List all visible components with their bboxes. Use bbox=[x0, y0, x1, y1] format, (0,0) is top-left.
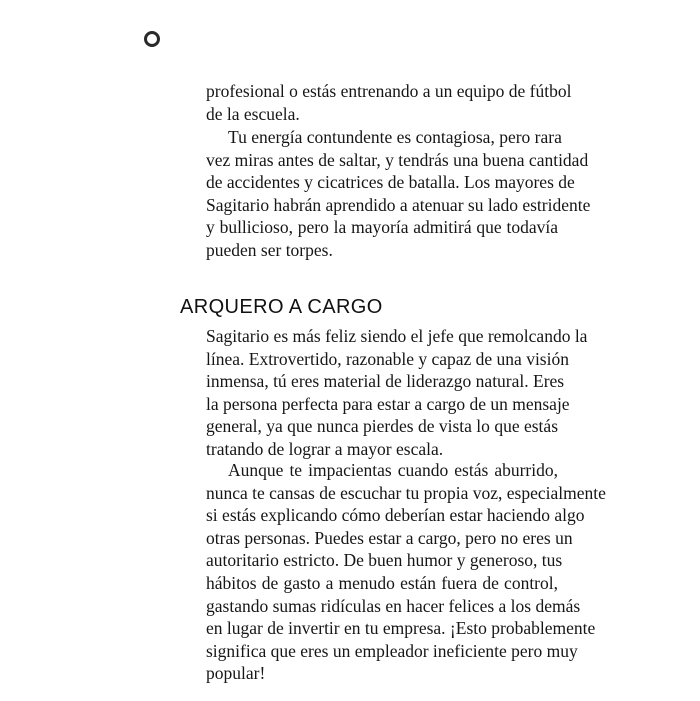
text-line: vez miras antes de saltar, y tendrás una buena cantidad bbox=[206, 149, 589, 170]
text-line: y bullicioso, pero la mayoría admitirá que todavía bbox=[206, 217, 558, 238]
text-line: Sagitario es más feliz siendo el jefe que remolcando la bbox=[206, 326, 588, 346]
section-heading: ARQUERO A CARGO bbox=[180, 296, 383, 318]
text-line: de la escuela. bbox=[206, 103, 300, 124]
text-line: nunca te cansas de escuchar tu propia voz, especialmente bbox=[206, 482, 606, 503]
paragraph-continuation bbox=[206, 80, 572, 125]
text-line: de accidentes y cicatrices de batalla. Los mayores de bbox=[206, 172, 575, 193]
text-line: gastando sumas ridículas en hacer felices a los demás bbox=[206, 595, 581, 616]
text-line: en lugar de invertir en tu empresa. ¡Esto probablemente bbox=[206, 618, 596, 639]
paragraph-leadership bbox=[206, 325, 588, 461]
text-line: profesional o estás entrenando a un equipo de fútbol bbox=[206, 81, 572, 101]
text-line: si estás explicando cómo deberían estar haciendo algo bbox=[206, 505, 585, 526]
text-line: Aunque te impacientas cuando estás aburrido, bbox=[228, 460, 558, 480]
text-line: línea. Extrovertido, razonable y capaz de una visión bbox=[206, 348, 569, 369]
paragraph-energy bbox=[206, 126, 591, 262]
text-line: autoritario estricto. De buen humor y generoso, tus bbox=[206, 550, 563, 571]
text-line: tratando de lograr a mayor escala. bbox=[206, 438, 444, 459]
text-line: significa que eres un empleador ineficiente pero muy bbox=[206, 640, 578, 661]
text-line: popular! bbox=[206, 663, 266, 684]
text-line: hábitos de gasto a menudo están fuera de control, bbox=[206, 572, 558, 593]
text-line: Sagitario habrán aprendido a atenuar su lado estridente bbox=[206, 194, 591, 215]
page-corner-ring-mark bbox=[144, 31, 160, 47]
text-line: general, ya que nunca pierdes de vista lo que estás bbox=[206, 416, 558, 437]
text-line: la persona perfecta para estar a cargo de un mensaje bbox=[206, 393, 570, 414]
text-line: inmensa, tú eres material de liderazgo natural. Eres bbox=[206, 371, 565, 392]
text-line: otras personas. Puedes estar a cargo, pero no eres un bbox=[206, 527, 573, 548]
text-line: Tu energía contundente es contagiosa, pero rara bbox=[228, 127, 562, 147]
paragraph-employer bbox=[206, 459, 606, 685]
text-line: pueden ser torpes. bbox=[206, 239, 333, 260]
